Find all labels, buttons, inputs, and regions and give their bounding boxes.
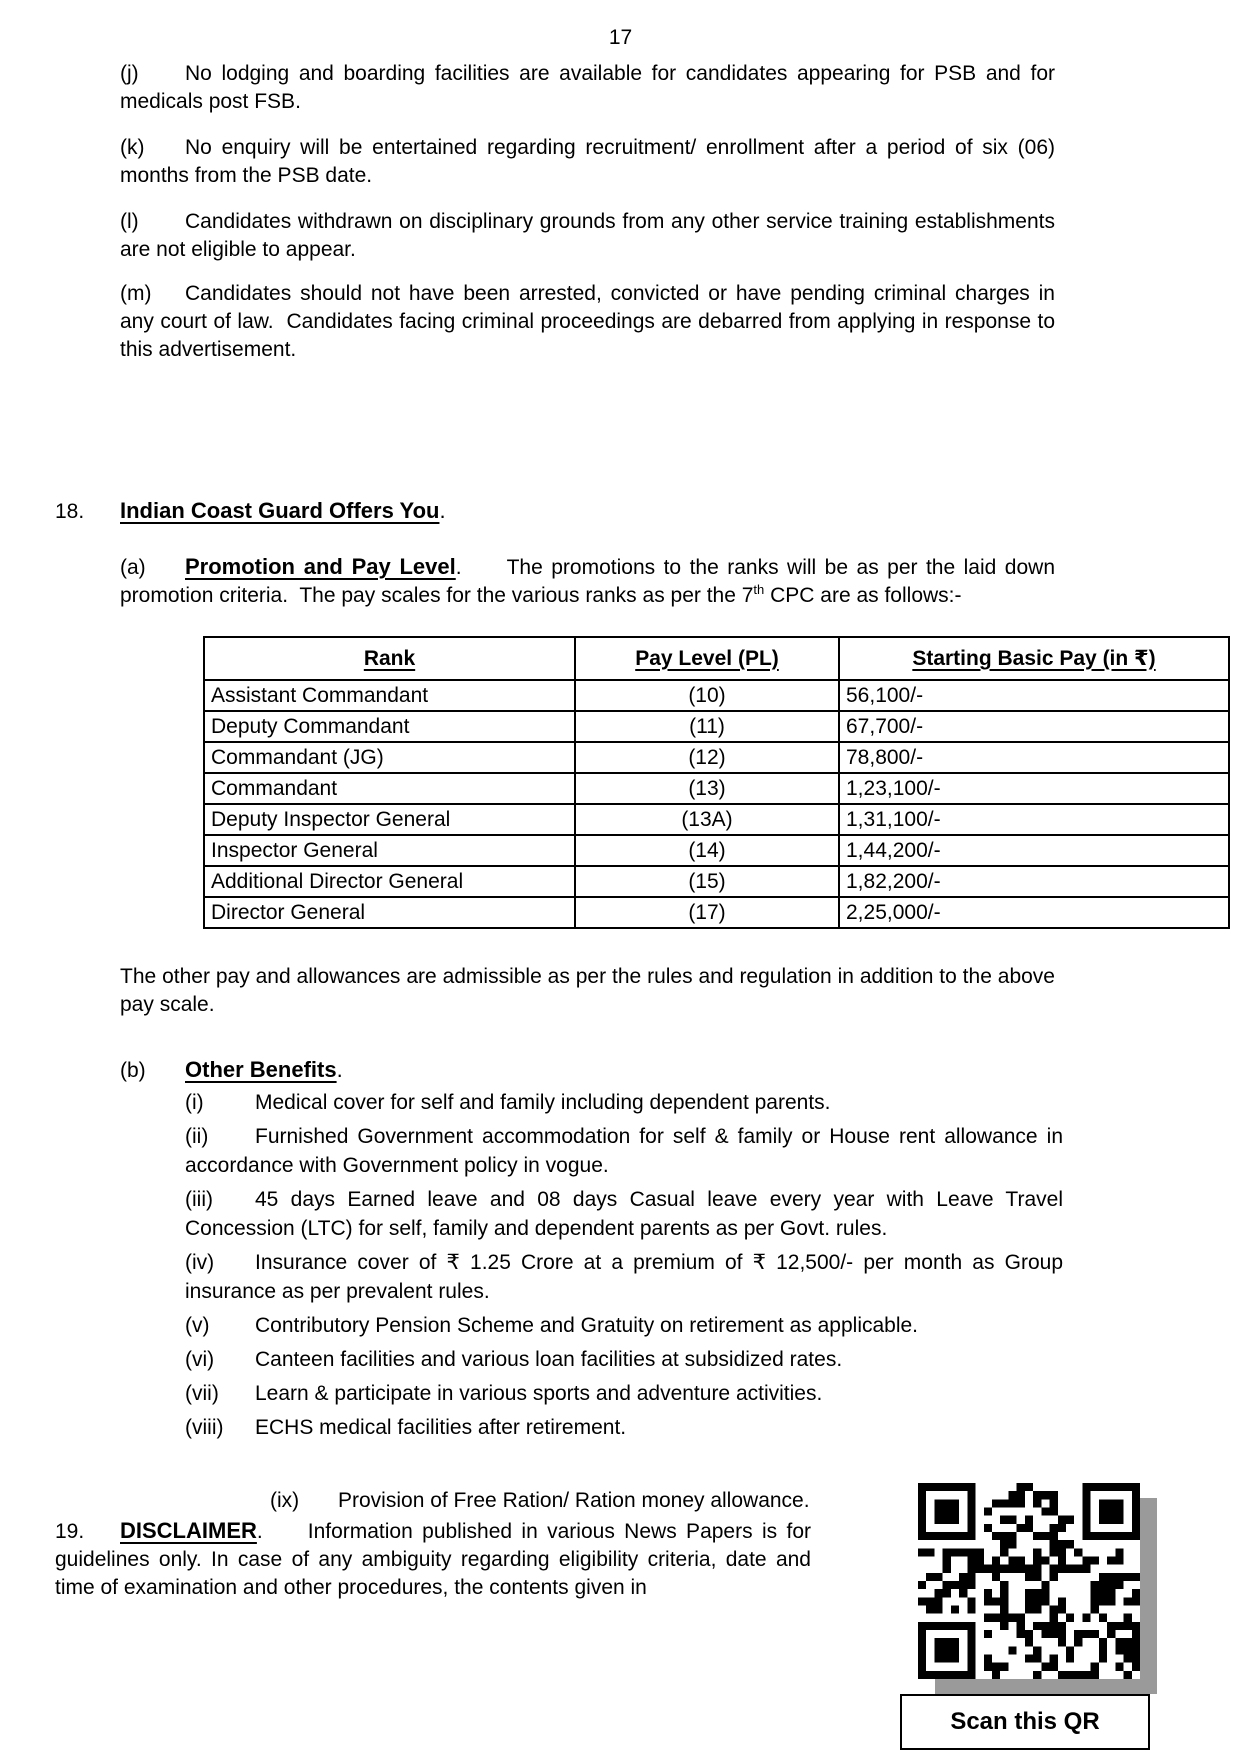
paragraph-marker: (j) bbox=[120, 62, 139, 85]
section-number: 19. bbox=[55, 1520, 85, 1543]
benefit-item bbox=[185, 1088, 1063, 1117]
paragraph-l bbox=[120, 208, 1055, 264]
table-cell: Deputy Commandant bbox=[204, 711, 575, 742]
paragraph-text: No enquiry will be entertained regarding recruitment/ enrollment after a period of six (06) months from the PSB date. bbox=[120, 136, 1055, 187]
table-cell: (17) bbox=[575, 897, 839, 928]
table-cell: Director General bbox=[204, 897, 575, 928]
paragraph-k bbox=[120, 134, 1055, 190]
column-header-rank bbox=[204, 637, 575, 680]
table-cell: (11) bbox=[575, 711, 839, 742]
disclaimer-paragraph bbox=[55, 1517, 811, 1602]
benefit-item bbox=[185, 1413, 1063, 1442]
benefit-item-marker: (iv) bbox=[185, 1251, 215, 1274]
table-cell: 1,23,100/- bbox=[839, 773, 1229, 804]
benefit-item-text: 45 days Earned leave and 08 days Casual leave every year with Leave Travel Concession (LTC) for self, family and dependent parents as per Govt. rules. bbox=[185, 1188, 1063, 1240]
table-cell: 2,25,000/- bbox=[839, 897, 1229, 928]
other-benefits-heading bbox=[120, 1055, 1241, 1086]
ordinal-superscript: th bbox=[753, 582, 765, 597]
table-cell: (13A) bbox=[575, 804, 839, 835]
benefit-item bbox=[185, 1345, 1063, 1374]
benefit-item-marker: (ix) bbox=[270, 1489, 300, 1512]
pay-scale-table bbox=[203, 636, 1230, 929]
table-cell: (12) bbox=[575, 742, 839, 773]
table-row bbox=[204, 680, 1229, 711]
benefit-item-text: ECHS medical facilities after retirement. bbox=[255, 1416, 627, 1439]
benefit-item bbox=[185, 1248, 1063, 1306]
benefit-item-text: Furnished Government accommodation for self & family or House rent allowance in accordance with Government policy in vogue. bbox=[185, 1125, 1063, 1177]
benefit-item-text: Learn & participate in various sports and adventure activities. bbox=[255, 1382, 823, 1405]
benefit-item-text: Medical cover for self and family including dependent parents. bbox=[255, 1091, 831, 1114]
table-row bbox=[204, 742, 1229, 773]
section-title-period: . bbox=[439, 498, 446, 523]
table-cell: 1,31,100/- bbox=[839, 804, 1229, 835]
pay-table-body bbox=[204, 680, 1229, 928]
table-row bbox=[204, 866, 1229, 897]
table-row bbox=[204, 897, 1229, 928]
page-number: 17 bbox=[608, 26, 633, 49]
paragraph-marker: (k) bbox=[120, 136, 145, 159]
column-header-label: Pay Level (PL) bbox=[635, 646, 779, 670]
table-cell: (14) bbox=[575, 835, 839, 866]
benefit-item bbox=[185, 1379, 1063, 1408]
table-row bbox=[204, 835, 1229, 866]
benefit-item-text: Canteen facilities and various loan facilities at subsidized rates. bbox=[255, 1348, 843, 1371]
paragraph-text: Candidates should not have been arrested, convicted or have pending criminal charges in any court of law. Candidates facing criminal proceedings are debarred from applying in response to this advertisement. bbox=[120, 282, 1055, 361]
table-cell: Inspector General bbox=[204, 835, 575, 866]
qr-caption-box: Scan this QR bbox=[900, 1694, 1150, 1750]
disclaimer-heading: DISCLAIMER bbox=[120, 1518, 257, 1543]
table-cell: (15) bbox=[575, 866, 839, 897]
table-row bbox=[204, 711, 1229, 742]
benefit-item-ix bbox=[270, 1486, 811, 1515]
paragraph-text: Candidates withdrawn on disciplinary grounds from any other service training establishments are not eligible to appear. bbox=[120, 210, 1055, 261]
section-title: Indian Coast Guard Offers You bbox=[120, 498, 440, 523]
table-cell: 1,82,200/- bbox=[839, 866, 1229, 897]
table-cell: Assistant Commandant bbox=[204, 680, 575, 711]
subsection-body: CPC are as follows:- bbox=[764, 584, 962, 607]
section-18-heading bbox=[55, 496, 1241, 527]
benefit-item-marker: (i) bbox=[185, 1091, 204, 1114]
column-header-starting-basic-pay bbox=[839, 637, 1229, 680]
disclaimer-text: Information published in various News Papers is for guidelines only. In case of any ambiguity regarding eligibility criteria, date and time of examination and other procedures, the contents given in bbox=[55, 1520, 811, 1599]
benefit-item-marker: (vii) bbox=[185, 1382, 219, 1405]
column-header-label: Rank bbox=[363, 646, 416, 670]
table-cell: (13) bbox=[575, 773, 839, 804]
table-cell: Additional Director General bbox=[204, 866, 575, 897]
subsection-heading: Other Benefits bbox=[185, 1057, 337, 1082]
table-row bbox=[204, 804, 1229, 835]
table-cell: 78,800/- bbox=[839, 742, 1229, 773]
benefit-item-text: Insurance cover of ₹ 1.25 Crore at a premium of ₹ 12,500/- per month as Group insurance as per prevalent rules. bbox=[185, 1251, 1063, 1303]
table-cell: Commandant (JG) bbox=[204, 742, 575, 773]
section-number: 18. bbox=[55, 500, 85, 523]
benefit-item bbox=[185, 1122, 1063, 1180]
paragraph-j bbox=[120, 60, 1055, 116]
paragraph-m bbox=[120, 280, 1055, 364]
table-cell: Commandant bbox=[204, 773, 575, 804]
disclaimer-heading-period: . bbox=[256, 1520, 263, 1543]
subsection-heading-period: . bbox=[336, 1057, 343, 1082]
qr-block bbox=[918, 1483, 1178, 1703]
benefit-item-text: Contributory Pension Scheme and Gratuity on retirement as applicable. bbox=[255, 1314, 919, 1337]
benefit-item-marker: (iii) bbox=[185, 1188, 213, 1211]
subsection-heading: Promotion and Pay Level bbox=[185, 554, 456, 579]
bottom-text-block bbox=[55, 1486, 811, 1602]
table-cell: (10) bbox=[575, 680, 839, 711]
benefits-list bbox=[185, 1088, 1063, 1442]
qr-code-icon bbox=[918, 1483, 1140, 1679]
benefit-item-marker: (viii) bbox=[185, 1416, 224, 1439]
benefit-item-marker: (v) bbox=[185, 1314, 210, 1337]
table-cell: Deputy Inspector General bbox=[204, 804, 575, 835]
paragraph-marker: (m) bbox=[120, 282, 152, 305]
subsection-body: The promotions to the ranks will be as per the laid down promotion criteria. The pay scales for the various ranks as per the 7 bbox=[120, 556, 1055, 607]
benefit-item bbox=[185, 1311, 1063, 1340]
subsection-marker: (a) bbox=[120, 556, 146, 579]
after-table-note: The other pay and allowances are admissible as per the rules and regulation in addition to the above pay scale. bbox=[120, 965, 1055, 1016]
benefit-item-text: Provision of Free Ration/ Ration money allowance. bbox=[338, 1489, 810, 1512]
paragraph-text: No lodging and boarding facilities are available for candidates appearing for PSB and for medicals post FSB. bbox=[120, 62, 1055, 113]
column-header-label: Starting Basic Pay (in ₹) bbox=[912, 646, 1156, 670]
pay-table-header bbox=[204, 637, 1229, 680]
table-cell: 1,44,200/- bbox=[839, 835, 1229, 866]
table-cell: 56,100/- bbox=[839, 680, 1229, 711]
benefit-item bbox=[185, 1185, 1063, 1243]
promotion-pay-level-paragraph bbox=[120, 553, 1055, 610]
table-cell: 67,700/- bbox=[839, 711, 1229, 742]
table-row bbox=[204, 773, 1229, 804]
subsection-heading-period: . bbox=[455, 556, 462, 579]
table-header-row bbox=[204, 637, 1229, 680]
benefit-item-marker: (ii) bbox=[185, 1125, 209, 1148]
benefit-item-marker: (vi) bbox=[185, 1348, 215, 1371]
paragraph-marker: (l) bbox=[120, 210, 139, 233]
subsection-marker: (b) bbox=[120, 1059, 146, 1082]
column-header-pay-level bbox=[575, 637, 839, 680]
